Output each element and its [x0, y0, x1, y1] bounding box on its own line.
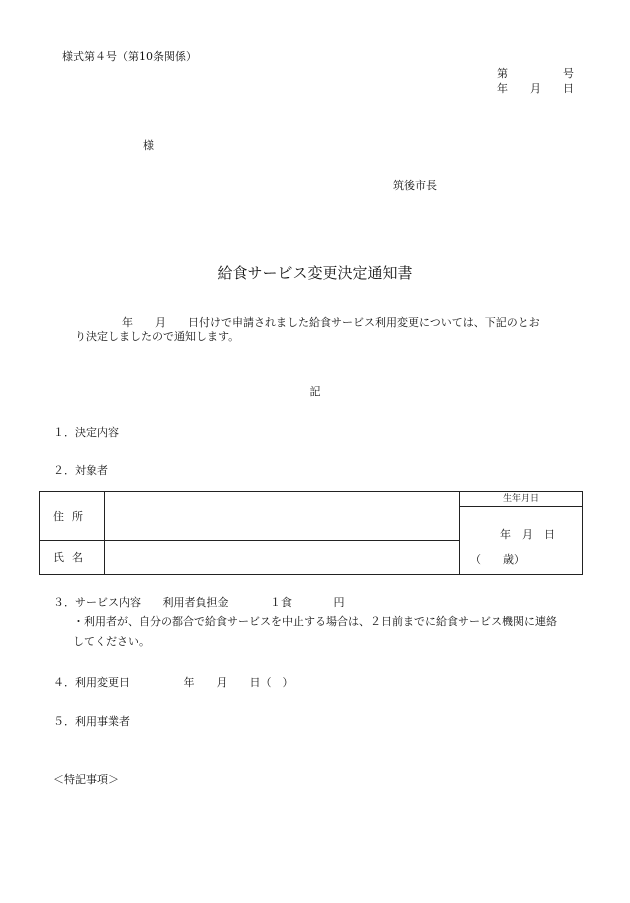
addressee-honorific: 様 — [143, 139, 154, 152]
section-change-date — [53, 677, 294, 688]
change-date-label: ４．利用変更日 — [53, 676, 130, 689]
change-date-value: 年 月 日（ ） — [183, 676, 294, 689]
section-subject: ２．対象者 — [53, 464, 108, 477]
service-note — [73, 612, 557, 652]
notice-body-line2: り決定しましたので通知します。 — [75, 330, 240, 343]
age-value[interactable]: （ 歳） — [470, 553, 525, 566]
dob-cell — [460, 492, 583, 575]
yen-label: 円 — [333, 596, 345, 609]
dob-value[interactable]: 年 月 日 — [500, 528, 555, 541]
address-field[interactable] — [105, 492, 460, 541]
service-note-line1: ・利用者が、自分の都合で給食サービスを中止する場合は、２日前までに給食サービス機関に連絡 — [73, 615, 557, 628]
remarks-heading: ＜特記事項＞ — [53, 773, 119, 786]
name-field[interactable] — [105, 541, 460, 575]
subject-table — [39, 491, 583, 575]
section-decision: １．決定内容 — [53, 426, 119, 439]
per-meal-label: １食 — [270, 596, 292, 609]
document-title: 給食サービス変更決定通知書 — [217, 264, 413, 282]
service-label: ３．サービス内容 — [53, 596, 141, 609]
notice-body-line1: 年 月 日付けで申請されました給食サービス利用変更については、下記のとお — [122, 316, 540, 329]
reference-number-label: 第 号 — [497, 67, 574, 80]
issuer-name: 筑後市長 — [393, 179, 437, 192]
form-number: 様式第４号（第10条関係） — [62, 50, 197, 63]
service-note-line2: してください。 — [73, 635, 150, 648]
issue-date-label: 年 月 日 — [497, 82, 574, 95]
section-service — [53, 597, 345, 608]
notice-body — [75, 316, 585, 344]
name-label-cell: 氏名 — [40, 541, 105, 575]
ki-heading: 記 — [309, 385, 321, 398]
section-provider: ５．利用事業者 — [53, 715, 130, 728]
dob-header: 生年月日 — [460, 492, 582, 507]
burden-label: 利用者負担金 — [162, 596, 229, 609]
address-label-cell: 住所 — [40, 492, 105, 541]
